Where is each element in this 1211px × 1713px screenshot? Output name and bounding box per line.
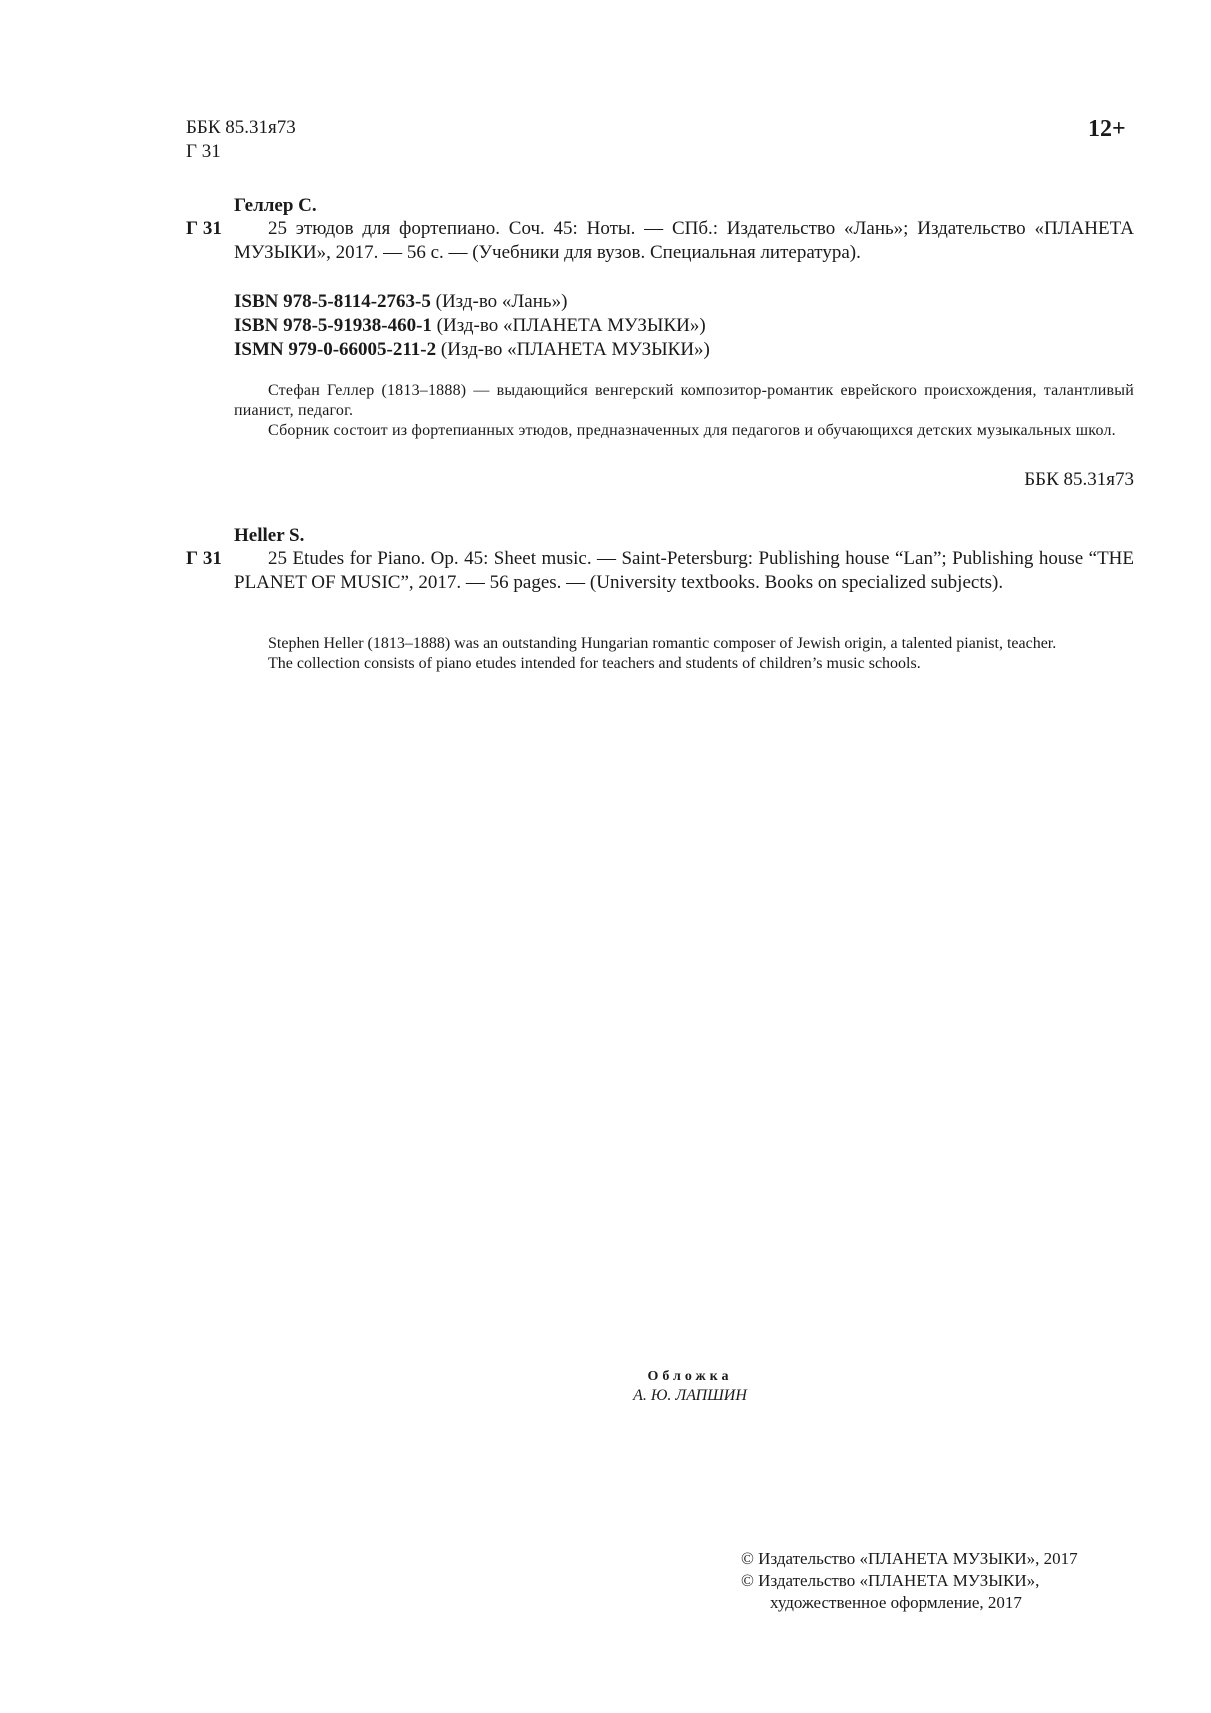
isbn-list <box>234 290 710 362</box>
ru-annotation <box>234 381 1134 441</box>
bbk-right: ББК 85.31я73 <box>1024 469 1134 490</box>
ru-author: Геллер С. <box>234 195 317 216</box>
isbn-number: ISBN 978-5-8114-2763-5 <box>234 291 431 312</box>
en-annotation <box>234 634 1134 674</box>
author-code: Г 31 <box>186 141 221 162</box>
en-description-block <box>186 547 1134 595</box>
ru-description: 25 этюдов для фортепиано. Соч. 45: Ноты. — СПб.: Издательство «Лань»; Издательство «ПЛАНЕТА МУЗЫКИ», 2017. — 56 с. — (Учебники для вузов. Специальная литература). <box>234 218 1134 263</box>
isbn-line <box>234 290 710 314</box>
en-annotation-paragraph: Stephen Heller (1813–1888) was an outstanding Hungarian romantic composer of Jewish origin, a talented pianist, teacher. <box>268 635 1057 652</box>
isbn-line <box>234 314 710 338</box>
isbn-number: ISBN 978-5-91938-460-1 <box>234 315 432 336</box>
en-entry-code: Г 31 <box>186 548 222 569</box>
age-rating: 12+ <box>1088 116 1126 142</box>
en-description: 25 Etudes for Piano. Op. 45: Sheet music. — Saint-Petersburg: Publishing house “Lan”; Publishing house “THE PLANET OF MUSIC”, 2017. — 56 pages. — (University textbooks. Books on specialized subjects). <box>234 548 1134 593</box>
isbn-publisher: (Изд-во «ПЛАНЕТА МУЗЫКИ») <box>436 315 706 336</box>
en-author: Heller S. <box>234 525 305 546</box>
copyright-line: © Издательство «ПЛАНЕТА МУЗЫКИ», 2017 <box>741 1549 1078 1568</box>
ismn-number: ISMN 979-0-66005-211-2 <box>234 339 437 360</box>
ru-description-block <box>186 217 1134 265</box>
ru-entry-code: Г 31 <box>186 218 222 239</box>
ru-annotation-paragraph: Сборник состоит из фортепианных этюдов, предназначенных для педагогов и обучающихся детских музыкальных школ. <box>268 422 1116 439</box>
copyright-block <box>741 1548 1078 1614</box>
copyright-line: © Издательство «ПЛАНЕТА МУЗЫКИ», <box>741 1571 1040 1590</box>
cover-artist: А. Ю. ЛАПШИН <box>633 1387 747 1404</box>
ru-annotation-paragraph: Стефан Геллер (1813–1888) — выдающийся венгерский композитор-романтик еврейского происхождения, талантливый пианист, педагог. <box>234 382 1134 419</box>
bbk-code: ББК 85.31я73 <box>186 117 296 138</box>
cover-credits <box>560 1368 820 1406</box>
en-annotation-paragraph: The collection consists of piano etudes intended for teachers and students of children’s music schools. <box>268 655 921 672</box>
ismn-line <box>234 338 710 362</box>
ismn-publisher: (Изд-во «ПЛАНЕТА МУЗЫКИ») <box>440 339 710 360</box>
isbn-publisher: (Изд-во «Лань») <box>435 291 568 312</box>
copyright-line: художественное оформление, 2017 <box>770 1593 1022 1612</box>
cover-label: Обложка <box>647 1369 733 1384</box>
